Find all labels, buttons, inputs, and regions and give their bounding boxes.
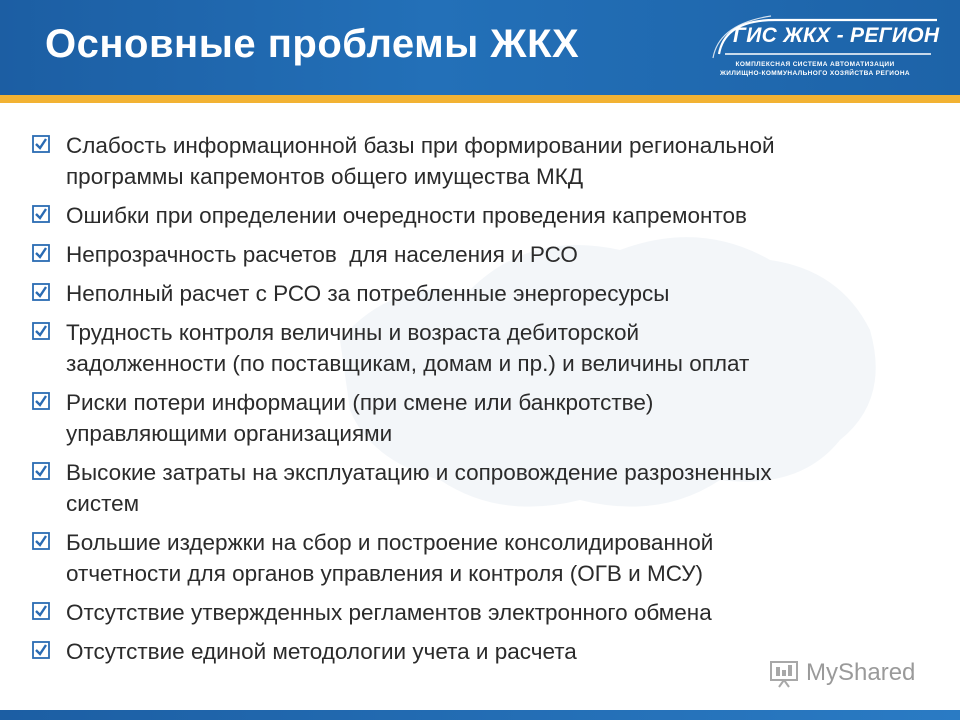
list-item-line: программы капремонтов общего имущества МКД [66, 164, 584, 189]
list-item [32, 527, 922, 589]
list-item-line: Трудность контроля величины и возраста дебиторской [66, 320, 640, 345]
problem-list [32, 130, 922, 675]
list-item-line: Отсутствие утвержденных регламентов электронного обмена [66, 600, 712, 625]
list-item-line: Слабость информационной базы при формировании региональной [66, 133, 775, 158]
list-item-line: Непрозрачность расчетов для населения и РСО [66, 242, 578, 267]
list-item-text [66, 457, 922, 519]
presentation-icon [768, 657, 800, 689]
checkbox-checked-icon [32, 135, 50, 153]
list-item-line: Отсутствие единой методологии учета и расчета [66, 639, 577, 664]
list-item-line: Неполный расчет с РСО за потребленные энергоресурсы [66, 281, 670, 306]
list-item-line: Большие издержки на сбор и построение консолидированной [66, 530, 714, 555]
logo-subtitle [715, 60, 915, 78]
checkbox-checked-icon [32, 532, 50, 550]
list-item [32, 317, 922, 379]
list-item-text [66, 317, 922, 379]
checkbox-checked-icon [32, 602, 50, 620]
list-item-line: систем [66, 491, 140, 516]
header-accent-stripe [0, 95, 960, 103]
checkbox-checked-icon [32, 205, 50, 223]
slide-header [0, 0, 960, 95]
list-item [32, 457, 922, 519]
list-item-text [66, 239, 922, 270]
list-item-line: отчетности для органов управления и контроля (ОГВ и МСУ) [66, 561, 704, 586]
slide-title: Основные проблемы ЖКХ [45, 22, 580, 66]
footer-bar [0, 710, 960, 720]
list-item [32, 200, 922, 231]
list-item [32, 597, 922, 628]
gis-logo [705, 14, 945, 86]
checkbox-checked-icon [32, 283, 50, 301]
logo-subtitle-line: КОМПЛЕКСНАЯ СИСТЕМА АВТОМАТИЗАЦИИ [735, 61, 895, 68]
list-item-text [66, 527, 922, 589]
list-item [32, 387, 922, 449]
logo-title: ГИС ЖКХ - РЕГИОН [733, 24, 940, 47]
list-item-line: Ошибки при определении очередности проведения капремонтов [66, 203, 747, 228]
list-item-text [66, 200, 922, 231]
list-item [32, 278, 922, 309]
list-item [32, 239, 922, 270]
list-item-line: управляющими организациями [66, 421, 393, 446]
checkbox-checked-icon [32, 392, 50, 410]
list-item-text [66, 597, 922, 628]
watermark-text: MyShared [806, 659, 916, 686]
list-item-line: задолженности (по поставщикам, домам и пр.) и величины оплат [66, 351, 750, 376]
list-item-line: Высокие затраты на эксплуатацию и сопровождение разрозненных [66, 460, 772, 485]
list-item-text [66, 387, 922, 449]
list-item-text [66, 130, 922, 192]
logo-subtitle-line: ЖИЛИЩНО-КОММУНАЛЬНОГО ХОЗЯЙСТВА РЕГИОНА [719, 70, 911, 77]
list-item-text [66, 278, 922, 309]
list-item [32, 130, 922, 192]
checkbox-checked-icon [32, 322, 50, 340]
checkbox-checked-icon [32, 462, 50, 480]
list-item-line: Риски потери информации (при смене или банкротстве) [66, 390, 654, 415]
checkbox-checked-icon [32, 641, 50, 659]
checkbox-checked-icon [32, 244, 50, 262]
